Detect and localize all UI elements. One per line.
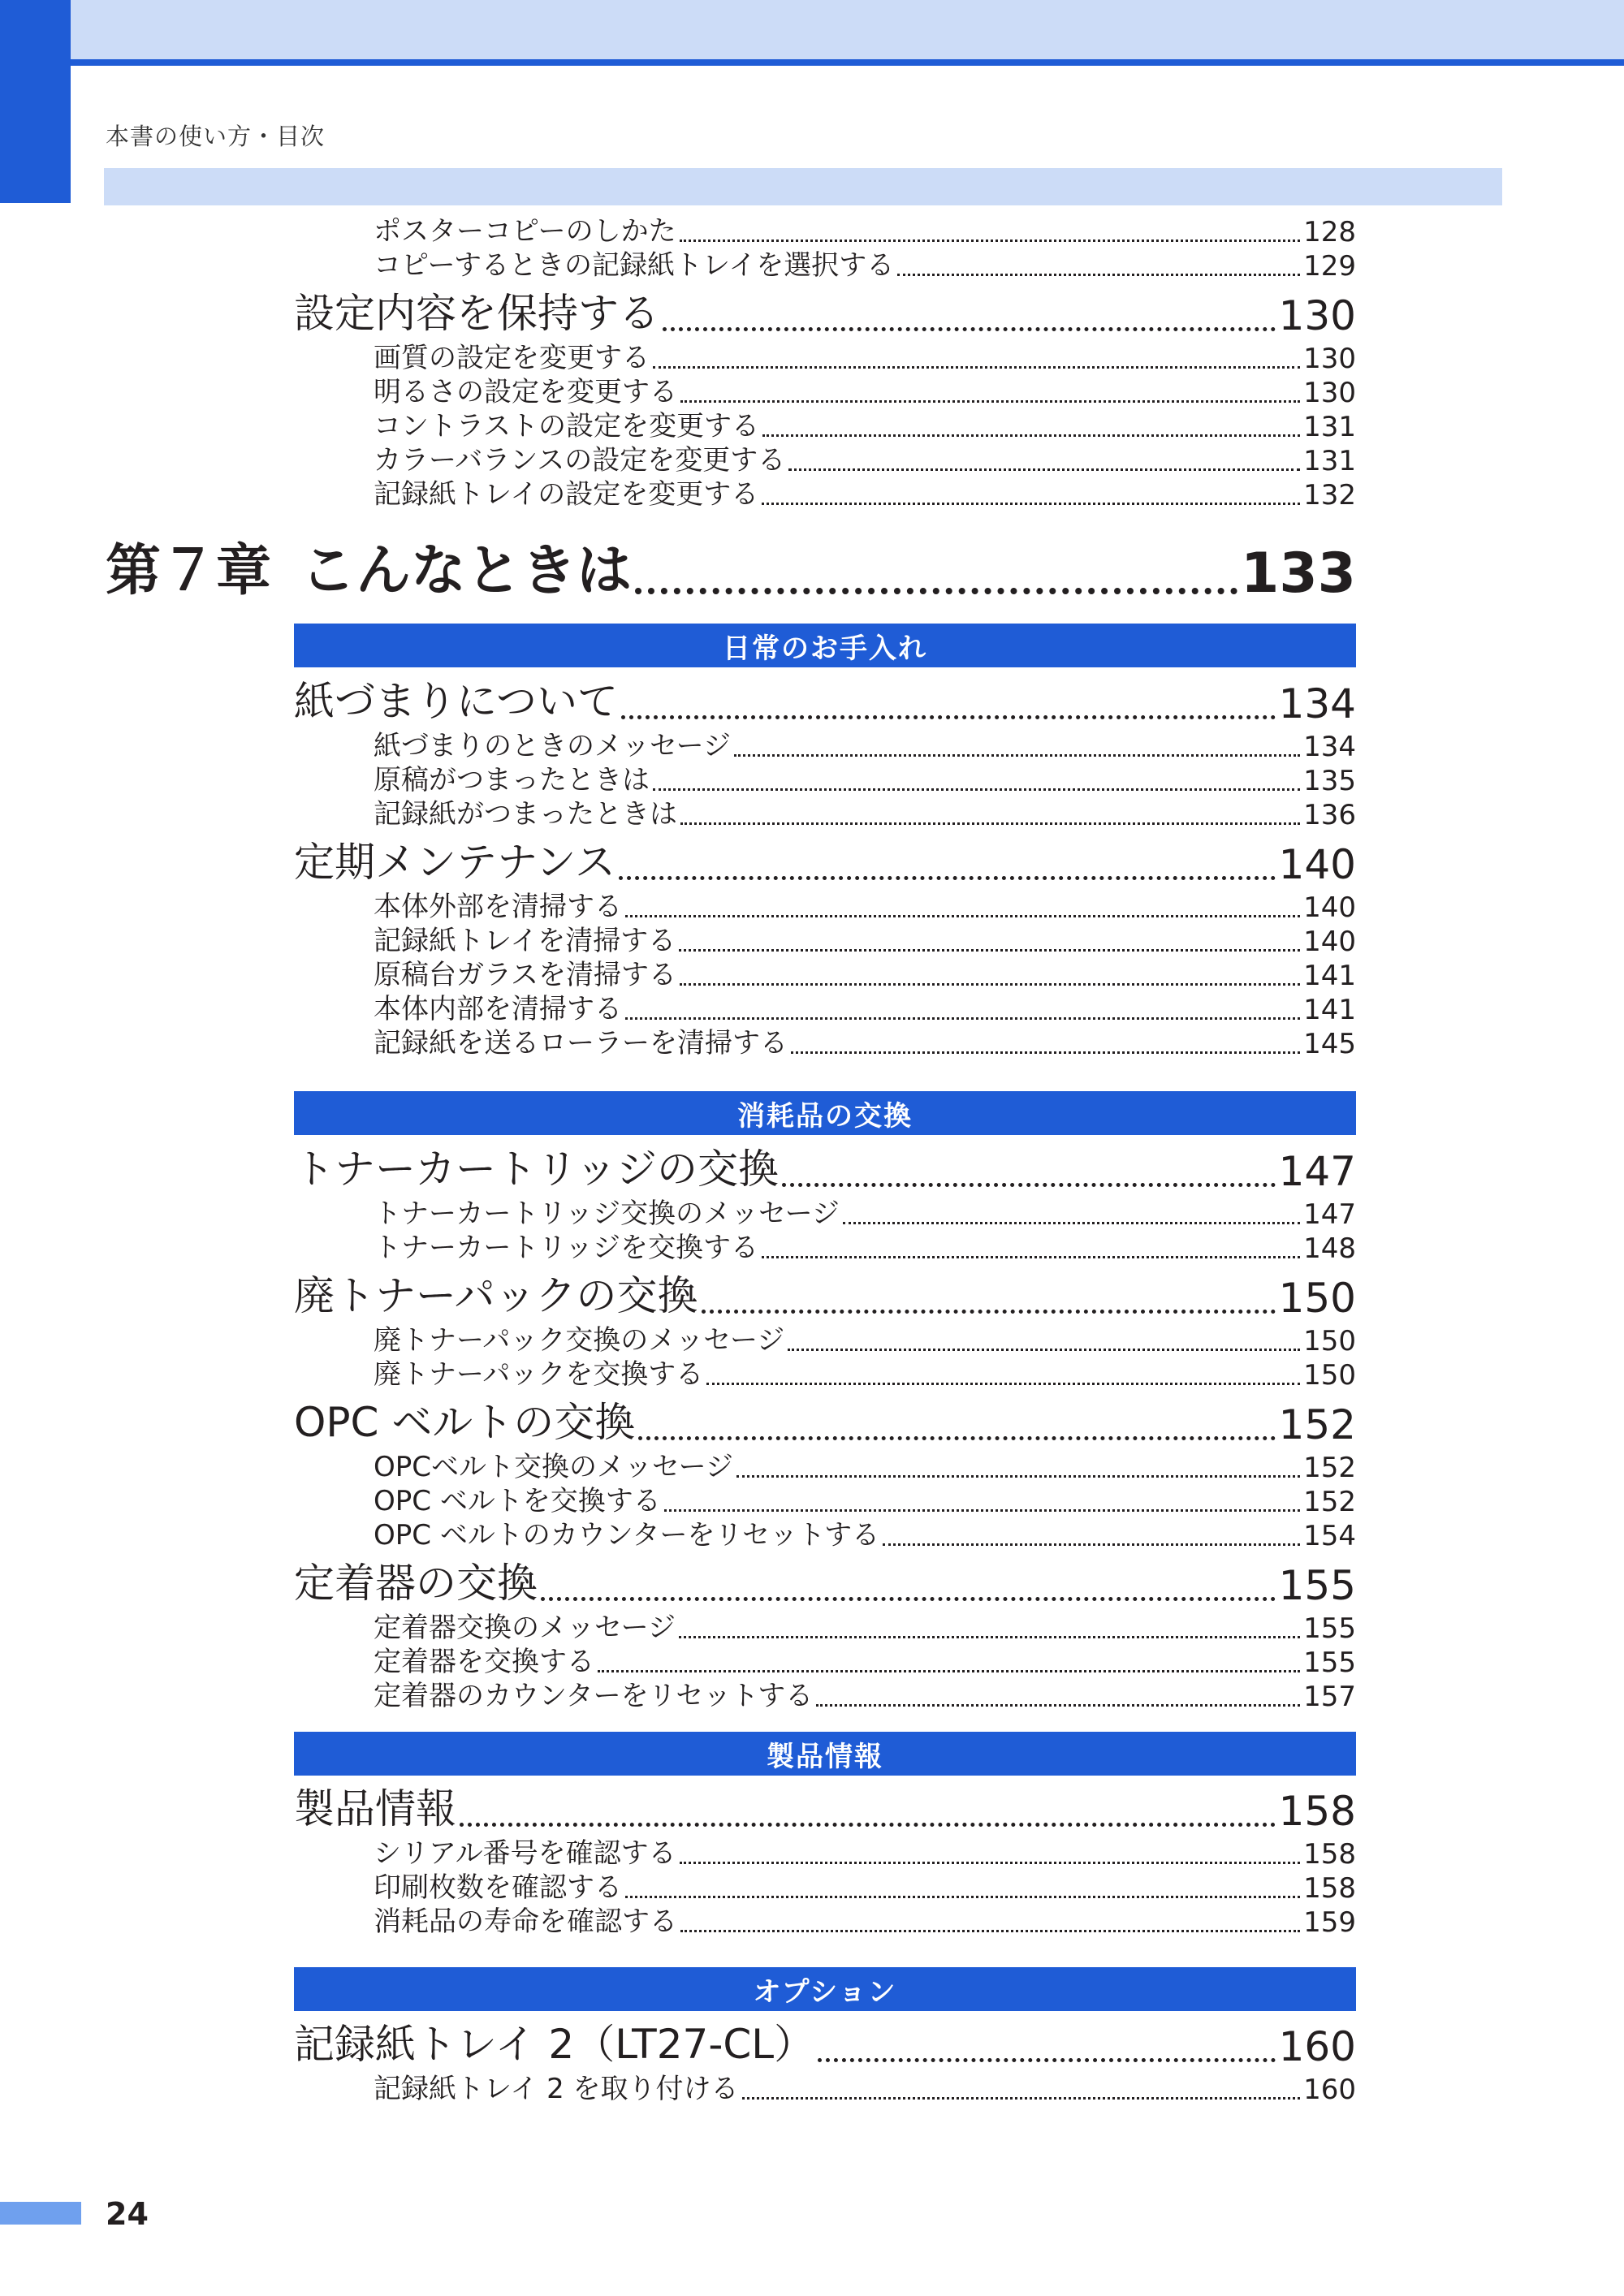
entry-title: OPCベルト交換のメッセージ bbox=[374, 1451, 733, 1483]
entry-title: ポスターコピーのしかた bbox=[374, 215, 676, 248]
page-ref: 130 bbox=[1303, 377, 1356, 409]
dot-leader bbox=[883, 1543, 1300, 1546]
entry-title: 画質の設定を変更する bbox=[374, 342, 650, 374]
page-ref: 134 bbox=[1278, 680, 1356, 727]
page-ref: 158 bbox=[1278, 1788, 1356, 1835]
dot-leader bbox=[843, 1222, 1300, 1224]
dot-leader bbox=[663, 327, 1276, 331]
chapter-side-tab bbox=[0, 0, 71, 203]
toc-subentry[interactable] bbox=[374, 1517, 1356, 1552]
page-ref: 145 bbox=[1303, 1028, 1356, 1060]
entry-title: 廃トナーパックを交換する bbox=[374, 1358, 704, 1391]
entry-title: 記録紙トレイ 2 を取り付ける bbox=[374, 2073, 739, 2105]
toc-subentry[interactable] bbox=[374, 1677, 1356, 1713]
page-number: 24 bbox=[106, 2196, 149, 2232]
top-band bbox=[0, 0, 1624, 65]
page-ref: 152 bbox=[1278, 1401, 1356, 1448]
toc-subentry[interactable] bbox=[374, 796, 1356, 831]
dot-leader bbox=[788, 1349, 1300, 1351]
entry-title: 紙づまりについて bbox=[294, 678, 618, 725]
page-ref: 136 bbox=[1303, 799, 1356, 831]
toc-subentry[interactable] bbox=[374, 247, 1356, 283]
dot-leader bbox=[653, 788, 1300, 791]
entry-title: 原稿台ガラスを清掃する bbox=[374, 959, 676, 991]
dot-leader bbox=[625, 915, 1300, 917]
entry-title: 本体内部を清掃する bbox=[374, 993, 622, 1025]
section-band: 消耗品の交換 bbox=[294, 1091, 1356, 1135]
dot-leader bbox=[460, 1823, 1276, 1827]
chapter-number: 第７章 bbox=[106, 539, 272, 603]
chapter-title: こんなときは bbox=[300, 539, 633, 603]
page-ref: 150 bbox=[1303, 1359, 1356, 1392]
dot-leader bbox=[680, 822, 1300, 825]
page-ref: 140 bbox=[1303, 926, 1356, 958]
entry-title: 定着器交換のメッセージ bbox=[374, 1612, 676, 1644]
toc-heading-entry[interactable] bbox=[294, 1271, 1356, 1322]
entry-title: シリアル番号を確認する bbox=[374, 1837, 676, 1870]
page-ref: 160 bbox=[1303, 2074, 1356, 2106]
page-ref: 131 bbox=[1303, 411, 1356, 443]
dot-leader bbox=[541, 1597, 1276, 1601]
toc-heading-entry[interactable] bbox=[294, 1398, 1356, 1448]
page-ref: 130 bbox=[1278, 292, 1356, 339]
page-ref: 128 bbox=[1303, 216, 1356, 248]
toc-heading-entry[interactable] bbox=[294, 1145, 1356, 1195]
entry-title: 消耗品の寿命を確認する bbox=[374, 1905, 677, 1938]
entry-title: 廃トナーパック交換のメッセージ bbox=[374, 1324, 785, 1357]
dot-leader bbox=[621, 715, 1276, 719]
page-ref: 129 bbox=[1303, 250, 1356, 283]
toc-subentry[interactable] bbox=[374, 1903, 1356, 1939]
dot-leader bbox=[762, 503, 1300, 505]
entry-title: 設定内容を保持する bbox=[294, 290, 659, 337]
dot-leader bbox=[635, 588, 1237, 594]
entry-title: トナーカートリッジを交換する bbox=[374, 1232, 758, 1264]
page-ref: 155 bbox=[1278, 1562, 1356, 1609]
dot-leader bbox=[782, 1183, 1276, 1187]
toc-subentry[interactable] bbox=[374, 476, 1356, 511]
page-ref: 135 bbox=[1303, 765, 1356, 797]
page-ref: 155 bbox=[1303, 1646, 1356, 1679]
dot-leader bbox=[742, 2097, 1301, 2100]
toc-subentry[interactable] bbox=[374, 1356, 1356, 1392]
section-band: 日常のお手入れ bbox=[294, 624, 1356, 667]
entry-title: 定着器を交換する bbox=[374, 1646, 594, 1678]
toc-heading-entry[interactable] bbox=[294, 677, 1356, 727]
chapter-entry[interactable] bbox=[106, 536, 1356, 606]
dot-leader bbox=[702, 1310, 1276, 1314]
dot-leader bbox=[706, 1383, 1300, 1385]
toc-subentry[interactable] bbox=[374, 1229, 1356, 1265]
page-ref: 141 bbox=[1303, 960, 1356, 992]
entry-title: 定期メンテナンス bbox=[294, 839, 615, 886]
page-ref: 154 bbox=[1303, 1520, 1356, 1552]
dot-leader bbox=[762, 1256, 1300, 1258]
dot-leader bbox=[791, 1051, 1300, 1054]
entry-title: トナーカートリッジの交換 bbox=[294, 1146, 779, 1193]
dot-leader bbox=[679, 1636, 1300, 1638]
page-ref: 131 bbox=[1303, 445, 1356, 477]
entry-title: 印刷枚数を確認する bbox=[374, 1871, 622, 1904]
entry-title: 記録紙がつまったときは bbox=[374, 798, 677, 831]
entry-title: カラーバランスの設定を変更する bbox=[374, 444, 786, 477]
entry-title: OPC ベルトの交換 bbox=[294, 1399, 636, 1446]
dot-leader bbox=[664, 1509, 1300, 1512]
page-ref: 130 bbox=[1303, 343, 1356, 375]
header-bar bbox=[104, 168, 1502, 205]
entry-title: 定着器の交換 bbox=[294, 1560, 538, 1607]
entry-title: 紙づまりのときのメッセージ bbox=[374, 730, 731, 762]
entry-title: 原稿がつまったときは bbox=[374, 764, 650, 796]
section-band: 製品情報 bbox=[294, 1732, 1356, 1776]
entry-title: 定着器のカウンターをリセットする bbox=[374, 1680, 814, 1712]
entry-title: OPC ベルトを交換する bbox=[374, 1485, 661, 1517]
entry-title: 廃トナーパックの交換 bbox=[294, 1272, 698, 1319]
page-ref: 147 bbox=[1278, 1148, 1356, 1195]
page-ref: 148 bbox=[1303, 1232, 1356, 1265]
dot-leader bbox=[638, 1436, 1275, 1440]
page-ref: 140 bbox=[1303, 891, 1356, 924]
page-ref: 133 bbox=[1241, 542, 1356, 606]
dot-leader bbox=[598, 1670, 1300, 1672]
dot-leader bbox=[816, 1704, 1300, 1707]
page-ref: 134 bbox=[1303, 731, 1356, 763]
entry-title: 記録紙を送るローラーを清掃する bbox=[374, 1027, 788, 1060]
page-ref: 150 bbox=[1278, 1275, 1356, 1322]
footer-tab bbox=[0, 2202, 81, 2225]
dot-leader bbox=[653, 366, 1300, 369]
entry-title: 本体外部を清掃する bbox=[374, 891, 622, 923]
dot-leader bbox=[762, 434, 1300, 437]
chapter-heading bbox=[106, 527, 632, 606]
dot-leader bbox=[619, 876, 1276, 880]
page-ref: 152 bbox=[1303, 1452, 1356, 1484]
dot-leader bbox=[788, 468, 1300, 471]
section-band: オプション bbox=[294, 1967, 1356, 2011]
toc-subentry[interactable] bbox=[374, 2070, 1356, 2106]
entry-title: コピーするときの記録紙トレイを選択する bbox=[374, 249, 895, 282]
dot-leader bbox=[679, 949, 1300, 952]
page-ref: 152 bbox=[1303, 1486, 1356, 1518]
page-ref: 158 bbox=[1303, 1838, 1356, 1871]
dot-leader bbox=[625, 1896, 1300, 1898]
dot-leader bbox=[680, 1930, 1300, 1932]
page-ref: 141 bbox=[1303, 994, 1356, 1026]
toc-heading-entry[interactable] bbox=[294, 1785, 1356, 1835]
dot-leader bbox=[680, 1862, 1300, 1864]
dot-leader bbox=[736, 1475, 1300, 1478]
dot-leader bbox=[625, 1017, 1300, 1020]
page-ref: 157 bbox=[1303, 1681, 1356, 1713]
page-ref: 159 bbox=[1303, 1906, 1356, 1939]
dot-leader bbox=[680, 983, 1300, 986]
entry-title: 記録紙トレイを清掃する bbox=[374, 925, 676, 957]
dot-leader bbox=[680, 400, 1300, 403]
top-rule bbox=[0, 59, 1624, 66]
dot-leader bbox=[734, 754, 1300, 757]
page-ref: 150 bbox=[1303, 1325, 1356, 1357]
page-ref: 155 bbox=[1303, 1612, 1356, 1645]
toc-heading-entry[interactable] bbox=[294, 838, 1356, 888]
entry-title: 明るさの設定を変更する bbox=[374, 376, 677, 408]
dot-leader bbox=[897, 274, 1300, 276]
page-ref: 160 bbox=[1278, 2023, 1356, 2070]
toc-subentry[interactable] bbox=[374, 1025, 1356, 1060]
toc-heading-entry[interactable] bbox=[294, 2020, 1356, 2070]
entry-title: OPC ベルトのカウンターをリセットする bbox=[374, 1519, 880, 1552]
entry-title: 記録紙トレイの設定を変更する bbox=[374, 478, 759, 511]
entry-title: 記録紙トレイ 2（LT27-CL） bbox=[294, 2021, 815, 2068]
dot-leader bbox=[680, 240, 1300, 242]
toc-heading-entry[interactable] bbox=[294, 1559, 1356, 1609]
page-ref: 140 bbox=[1278, 841, 1356, 888]
page-ref: 132 bbox=[1303, 479, 1356, 511]
dot-leader bbox=[818, 2058, 1275, 2062]
running-header: 本書の使い方・目次 bbox=[106, 123, 326, 150]
entry-title: 製品情報 bbox=[294, 1785, 456, 1832]
toc-heading-entry[interactable] bbox=[294, 289, 1356, 339]
page-ref: 147 bbox=[1303, 1198, 1356, 1231]
entry-title: トナーカートリッジ交換のメッセージ bbox=[374, 1198, 840, 1230]
page-ref: 158 bbox=[1303, 1872, 1356, 1905]
entry-title: コントラストの設定を変更する bbox=[374, 410, 759, 442]
